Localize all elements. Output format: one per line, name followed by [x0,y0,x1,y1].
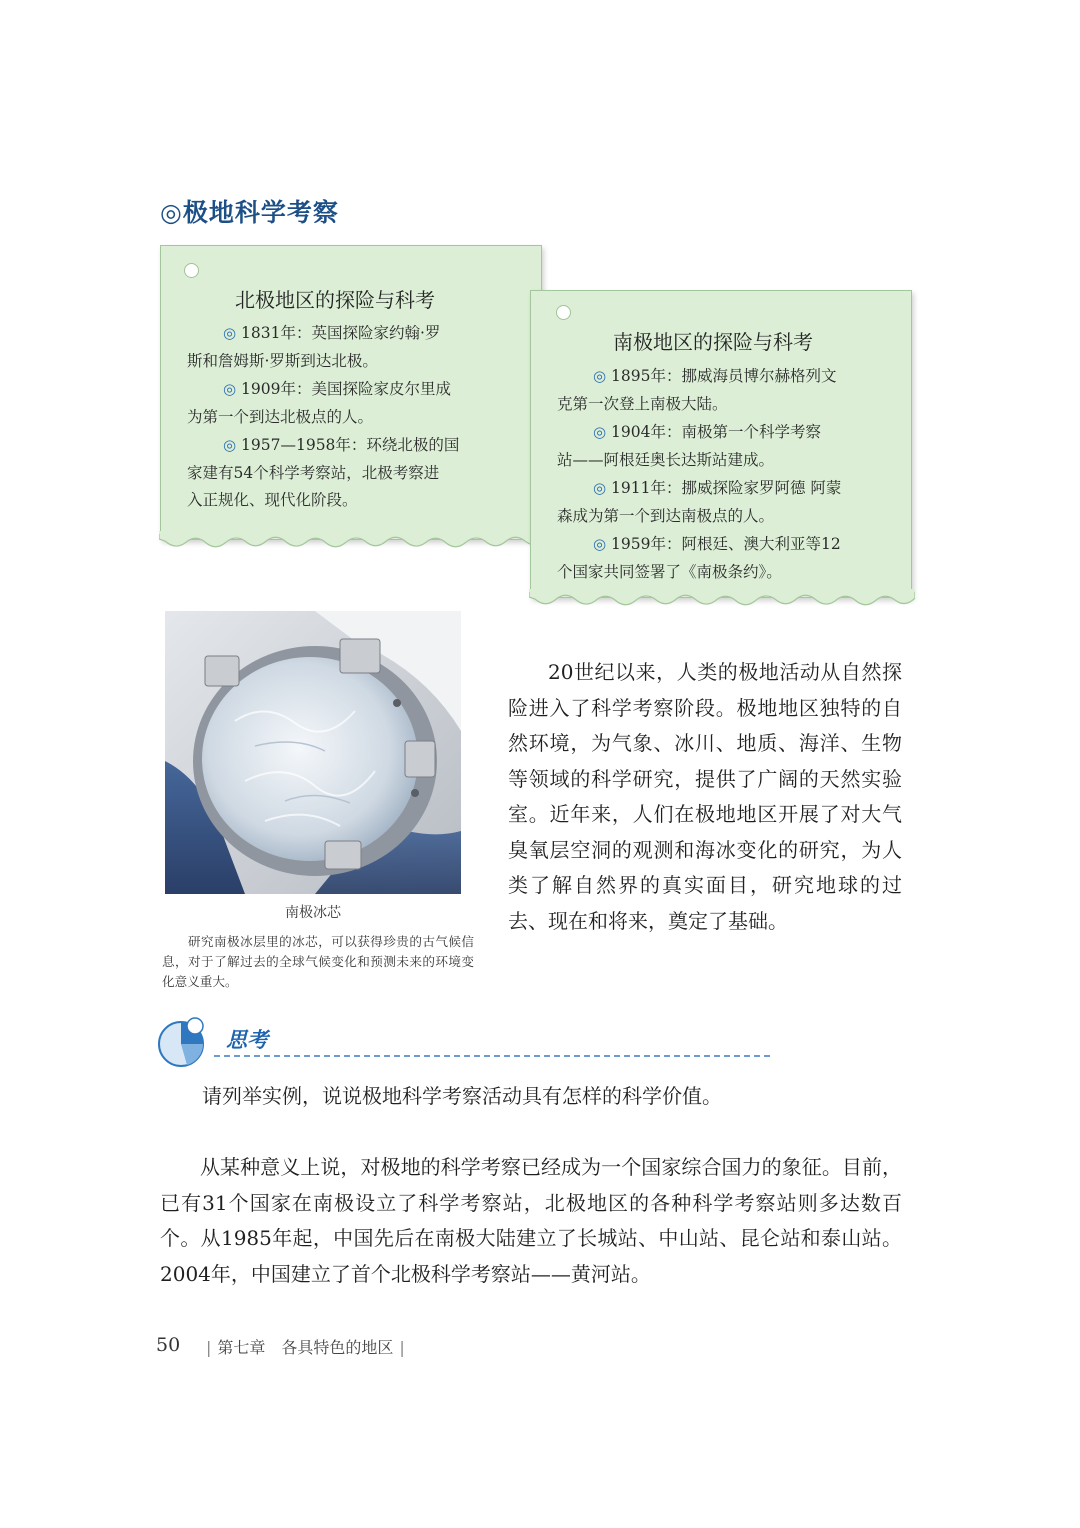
divider: | [399,1338,405,1357]
entry-text: 森成为第一个到达南极点的人。 [557,506,775,525]
entry-text: 斯和詹姆斯·罗斯到达北极。 [187,351,378,370]
bullet-icon: ◎ [593,479,607,497]
photo-caption-text: 研究南极冰层里的冰芯，可以获得珍贵的古气候信息，对于了解过去的全球气候变化和预测未来的环境变化意义重大。 [162,934,474,989]
south-entry-2 [557,419,892,474]
torn-edge [159,531,545,553]
entry-text: 个国家共同签署了《南极条约》。 [557,562,782,581]
entry-text: 1959年：阿根廷、澳大利亚等12 [611,535,841,553]
entry-text: 1895年：挪威海员博尔赫格列文 [611,367,837,385]
north-entry-3 [187,432,517,515]
entry-text: 为第一个到达北极点的人。 [187,407,374,426]
chapter-title: 第七章 各具特色的地区 [217,1338,394,1357]
north-card-title: 北极地区的探险与科考 [235,288,435,312]
section-title: ◎极地科学考察 [160,198,339,227]
dashed-divider [214,1055,770,1057]
intro-paragraph: 20世纪以来，人类的极地活动从自然探险进入了科学考察阶段。极地地区独特的自然环境，为气象、冰川、地质、海洋、生物等领域的科学研究，提供了广阔的天然实验室。近年来，人们在极地地区开展了对大气臭氧层空洞的观测和海冰变化的研究，为人类了解自然界的真实面目，研究地球的过去、现在和将来，奠定了基础。 [508,660,902,933]
pin-icon [556,305,571,320]
south-entry-4 [557,531,892,586]
page-number: 50 [156,1334,181,1356]
bullet-icon: ◎ [593,367,607,385]
pin-icon [184,263,199,278]
entry-text: 1904年：南极第一个科学考察 [611,423,821,441]
north-entry-1 [187,320,507,375]
entry-text: 入正规化、现代化阶段。 [187,491,358,509]
south-pole-card [530,290,912,598]
entry-text: 1911年：挪威探险家罗阿德 阿蒙 [611,479,842,497]
entry-text: 站——阿根廷奥长达斯站建成。 [557,450,775,469]
entry-text: 克第一次登上南极大陆。 [557,394,728,413]
national-power-paragraph: 从某种意义上说，对极地的科学考察已经成为一个国家综合国力的象征。目前，已有31个国家在南极设立了科学考察站，北极地区的各种科学考察站则多达数百个。从1985年起，中国先后在南极大陆建立了长城站、中山站、昆仑站和泰山站。2004年，中国建立了首个北极科学考察站——黄河站。 [160,1155,902,1286]
entry-text: 1957—1958年：环绕北极的国 [241,436,460,454]
bullet-icon: ◎ [223,436,237,454]
bullet-icon: ◎ [223,380,237,398]
south-entry-3 [557,475,892,530]
north-entry-2 [187,376,507,431]
bullet-icon: ◎ [593,423,607,441]
divider: | [206,1338,212,1357]
entry-text: 家建有54个科学考察站，北极考察进 [187,463,440,482]
think-question: 请列举实例，说说极地科学考察活动具有怎样的科学价值。 [202,1084,722,1108]
ice-core-photo [165,611,461,894]
chapter-footer [200,1335,411,1358]
bullet-icon: ◎ [593,535,607,553]
bullet-icon: ◎ [223,324,237,342]
entry-text: 1909年：美国探险家皮尔里成 [241,380,451,398]
photo-caption-title: 南极冰芯 [285,905,341,921]
torn-edge [529,589,915,611]
think-label: 思考 [226,1028,268,1052]
think-icon [157,1016,209,1068]
entry-text: 1831年：英国探险家约翰·罗 [241,324,441,342]
south-entry-1 [557,363,892,418]
south-card-title: 南极地区的探险与科考 [613,330,813,354]
north-pole-card [160,245,542,540]
